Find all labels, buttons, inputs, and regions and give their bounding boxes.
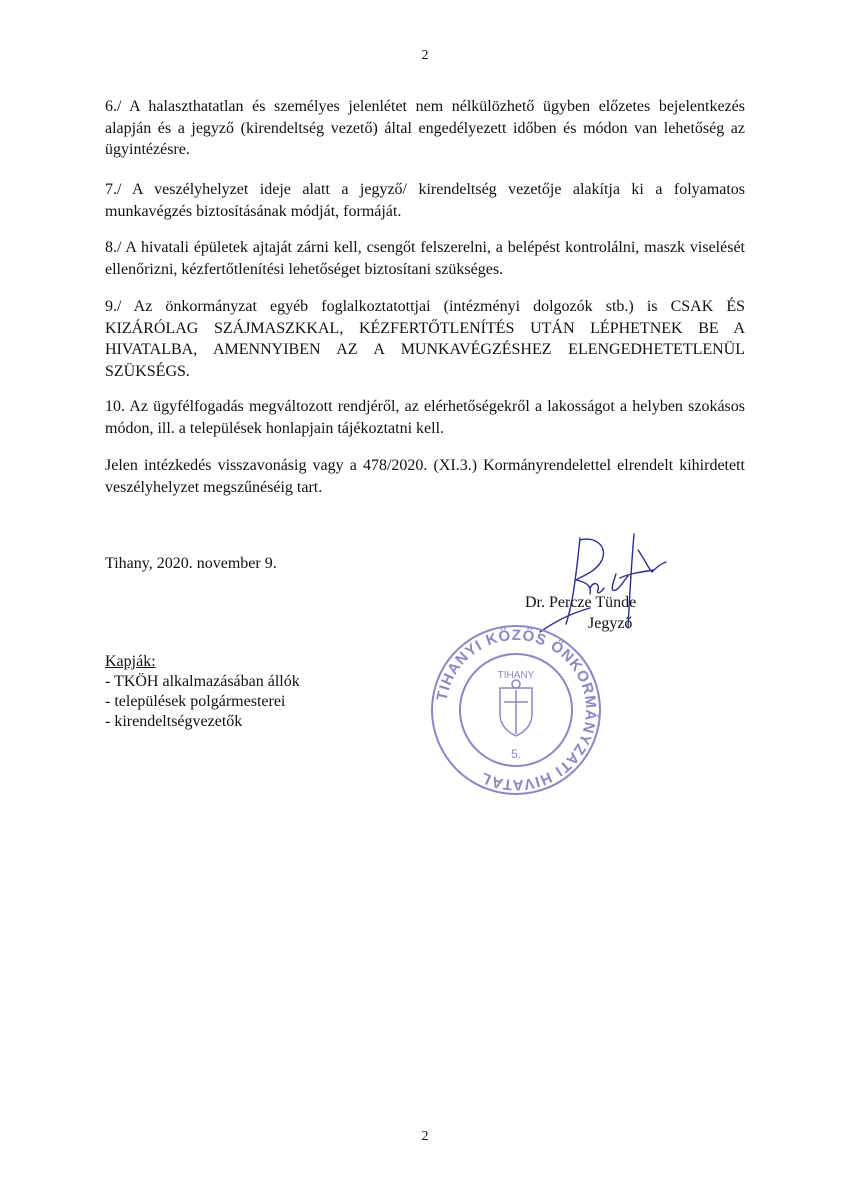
signatory-name: Dr. Percze Tünde <box>525 594 637 611</box>
paragraph-9: 9./ Az önkormányzat egyéb foglalkoztatottjai (intézményi dolgozók stb.) is CSAK ÉS KIZÁRÓLAG SZÁJMASZKKAL, KÉZFERTŐTLENÍTÉS UTÁN LÉPHETNEK BE A HIVATALBA, AMENNYIBEN AZ A MUNKAVÉGZÉSHEZ ELENGEDHETETLENÜL SZÜKSÉGS. <box>105 298 745 380</box>
signatory-title: Jegyző <box>588 615 633 632</box>
paragraph-7: 7./ A veszélyhelyzet ideje alatt a jegyző/ kirendeltség vezetője alakítja ki a folyamatos munkavégzés biztosításának módját, formáját. <box>105 181 745 220</box>
paragraph-6: 6./ A halaszthatatlan és személyes jelenlétet nem nélkülözhető ügyben előzetes bejelentkezés alapján és a jegyző (kirendeltség vezető) által engedélyezett időben és módon van lehetőség az ügyintézésre. <box>105 98 745 158</box>
paragraph-10: 10. Az ügyfélfogadás megváltozott rendjéről, az elérhetőségekről a lakosságot a helyben szokásos módon, ill. a települések honlapjain tájékoztatni kell. <box>105 398 745 437</box>
stamp-ring-text: TIHANYI KÖZÖS ÖNKORMÁNYZATI HIVATAL <box>433 626 600 794</box>
page-number-top: 2 <box>421 48 429 63</box>
official-stamp <box>428 622 604 798</box>
coat-of-arms-icon <box>500 680 532 736</box>
stamp-number: 5. <box>510 747 522 761</box>
recipient-item: - kirendeltségvezetők <box>105 713 243 730</box>
place-date: Tihany, 2020. november 9. <box>105 555 277 572</box>
page-number-bottom: 2 <box>421 1129 429 1144</box>
recipient-item: - TKÖH alkalmazásában állók <box>105 673 300 690</box>
stamp-center-text: TIHANY <box>497 670 535 681</box>
recipient-item: - települések polgármesterei <box>105 693 286 710</box>
paragraph-8: 8./ A hivatali épületek ajtaját zárni kell, csengőt felszerelni, a belépést kontrolálni, maszk viselését ellenőrizni, kézfertőtlenítési lehetőséget biztosítani szükséges. <box>105 239 745 278</box>
recipients-title: Kapják: <box>105 653 156 670</box>
validity-paragraph: Jelen intézkedés visszavonásig vagy a 478/2020. (XI.3.) Kormányrendelettel elrendelt kihirdetett veszélyhelyzet megszűnéséig tart. <box>105 457 745 496</box>
